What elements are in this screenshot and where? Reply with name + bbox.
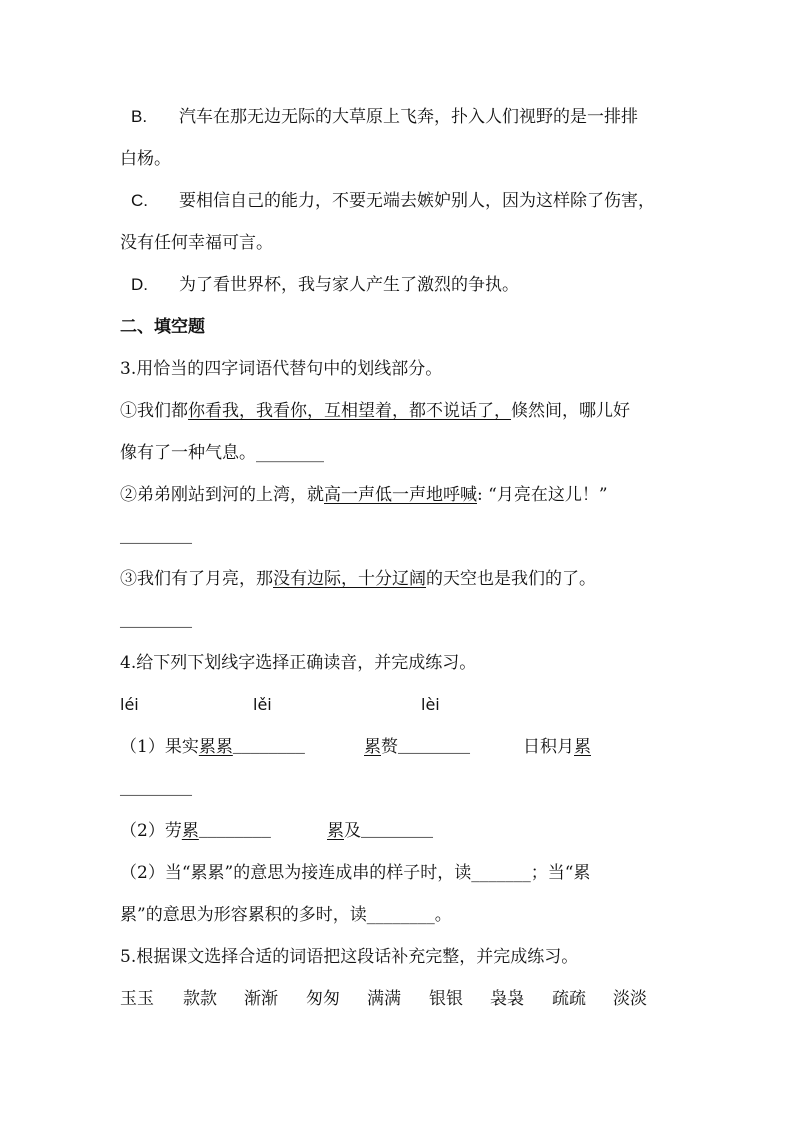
- q3-item2-underlined: 高一声低一声地呼喊: [324, 485, 477, 505]
- word-bank-item: 渐渐: [244, 989, 278, 1009]
- q3-item3-suffix: 的天空也是我们的了。: [426, 569, 596, 589]
- question-3-stem: 3.用恰当的四字词语代替句中的划线部分。: [120, 359, 443, 379]
- question-3-item-2: [120, 484, 608, 506]
- option-c-text: 要相信自己的能力，不要无端去嫉妒别人，因为这样除了伤害，: [179, 191, 655, 211]
- question-3-item-1: [120, 400, 630, 422]
- q3-item2-suffix: : “月亮在这儿！”: [477, 485, 608, 505]
- word-bank-item: 银银: [429, 989, 463, 1009]
- q3-item2-prefix: ②弟弟刚站到河的上湾，就: [120, 485, 324, 505]
- word-bank-item: 满满: [367, 989, 401, 1009]
- q4-row2-part1: [120, 820, 271, 844]
- q4-row2-blank1[interactable]: ________: [198, 824, 271, 841]
- q3-item3-answer-blank[interactable]: [120, 610, 192, 634]
- q4-row2-blank2[interactable]: ________: [361, 824, 434, 841]
- q4-row2-part2: [327, 820, 433, 844]
- q3-item1-answer-line: 像有了一种气息。________: [120, 443, 324, 463]
- pinyin-option-3: lèi: [421, 695, 440, 714]
- q4-row2-word1: 累: [181, 821, 199, 841]
- q4-row1-word3: 累: [574, 737, 591, 757]
- q3-item2-blank[interactable]: ________: [120, 530, 193, 547]
- q4-row1-word1: 累累: [198, 737, 233, 757]
- q4-row2-word2: 累: [327, 821, 344, 841]
- pinyin-option-2: lěi: [253, 695, 272, 714]
- word-bank-item: 匆匆: [306, 989, 340, 1009]
- q4-row1-part1: [120, 736, 305, 760]
- q4-row1-blank3[interactable]: ________: [120, 782, 193, 799]
- q4-row1-blank2[interactable]: ________: [398, 740, 471, 757]
- q3-item3-underlined: 没有边际，十分辽阔: [273, 569, 426, 589]
- q3-item3-blank[interactable]: ________: [120, 614, 193, 631]
- option-d-line1: [131, 274, 519, 296]
- word-bank-item: 淡淡: [613, 989, 647, 1009]
- q4-row1-word2-rest: 赘: [381, 737, 398, 757]
- q4-row3-line1: （2）当“累累”的意思为接连成串的样子时，读_______；当“累: [120, 863, 591, 883]
- q4-row1-part2: [364, 736, 470, 760]
- option-b-line2: 白杨。: [120, 149, 171, 169]
- q3-item2-answer-blank[interactable]: [120, 526, 192, 550]
- word-bank-item: 袅袅: [490, 989, 524, 1009]
- q3-item1-suffix: 倏然间，哪儿好: [511, 401, 630, 421]
- question-3-item-3: [120, 568, 596, 590]
- option-b-letter: B.: [131, 107, 148, 126]
- word-bank-item: 疏疏: [552, 989, 586, 1009]
- q4-row1-word3-prefix: 日积月: [523, 737, 574, 757]
- option-b-text: 汽车在那无边无际的大草原上飞奔，扑入人们视野的是一排排: [179, 107, 638, 127]
- q3-item1-underlined: 你看我，我看你，互相望着，都不说话了，: [188, 401, 511, 421]
- question-5-stem: 5.根据课文选择合适的词语把这段话补充完整，并完成练习。: [120, 947, 579, 967]
- option-c-line2: 没有任何幸福可言。: [120, 233, 273, 253]
- q4-row3-line2: 累”的意思为形容累积的多时，读________。: [120, 905, 452, 925]
- question-4-stem: 4.给下列下划线字选择正确读音，并完成练习。: [120, 653, 477, 673]
- q4-row1-blank1[interactable]: ________: [232, 740, 305, 757]
- pinyin-option-1: léi: [120, 695, 139, 714]
- q4-row2-word2-rest: 及: [344, 821, 361, 841]
- q4-row1-label: （1）果实: [120, 737, 199, 757]
- q4-row2-label: （2）劳: [120, 821, 182, 841]
- option-b-line1: [131, 106, 638, 128]
- option-d-letter: D.: [131, 275, 148, 294]
- option-c-line1: [131, 190, 655, 212]
- q4-row1-part3: [523, 736, 591, 758]
- option-c-letter: C.: [131, 191, 148, 210]
- q3-item1-prefix: ①我们都: [120, 401, 188, 421]
- section-heading: 二、填空题: [120, 317, 205, 337]
- q3-item3-prefix: ③我们有了月亮，那: [120, 569, 273, 589]
- option-d-text: 为了看世界杯，我与家人产生了激烈的争执。: [179, 275, 519, 295]
- q4-row1-answer-blank[interactable]: [120, 778, 192, 802]
- word-bank-item: 玉玉: [120, 989, 154, 1009]
- word-bank-item: 款款: [183, 989, 217, 1009]
- q4-row1-word2: 累: [364, 737, 381, 757]
